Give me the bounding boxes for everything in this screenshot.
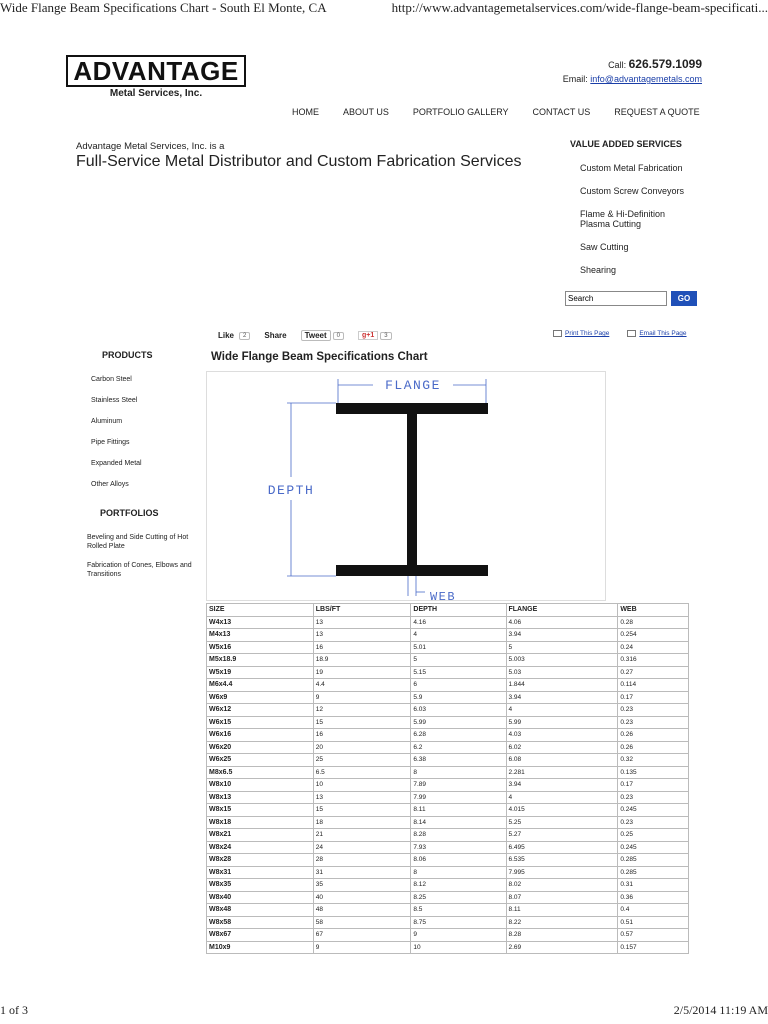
table-cell: 13 [313,791,411,804]
table-cell: 4.06 [506,616,618,629]
table-cell: 13 [313,629,411,642]
print-header-title: Wide Flange Beam Specifications Chart - South El Monte, CA [0,0,327,15]
beam-diagram [206,371,606,601]
table-body [207,616,689,954]
table-cell: 8.07 [506,891,618,904]
table-cell: W8x15 [207,804,314,817]
product-link[interactable]: Pipe Fittings [91,439,130,446]
col-size: SIZE [207,604,314,617]
portfolios-sidebar [87,508,203,589]
table-cell: 8.28 [411,829,506,842]
table-cell: 8.12 [411,879,506,892]
table-cell: W4x13 [207,616,314,629]
table-cell: 5.27 [506,829,618,842]
search-form [565,291,697,306]
contact-block [563,57,702,84]
table-cell: 0.23 [618,816,689,829]
product-link[interactable]: Carbon Steel [91,376,132,383]
table-cell: 0.17 [618,779,689,792]
table-row [207,941,689,954]
table-cell: W6x16 [207,729,314,742]
main-nav [292,107,724,117]
table-cell: 4.03 [506,729,618,742]
table-row [207,916,689,929]
table-cell: W6x25 [207,754,314,767]
table-cell: 8.14 [411,816,506,829]
table-cell: W8x24 [207,841,314,854]
table-cell: 3.94 [506,691,618,704]
table-row [207,891,689,904]
product-link[interactable]: Stainless Steel [91,397,138,404]
table-cell: 0.23 [618,791,689,804]
table-cell: 8.06 [411,854,506,867]
table-cell: 31 [313,866,411,879]
table-cell: 0.316 [618,654,689,667]
table-cell: 6.5 [313,766,411,779]
table-cell: 0.36 [618,891,689,904]
service-link[interactable]: Flame & Hi-Definition Plasma Cutting [580,208,666,230]
table-cell: 5.99 [506,716,618,729]
print-page-link[interactable]: Print This Page [565,330,610,337]
products-sidebar [91,350,153,502]
email-link[interactable]: info@advantagemetals.com [590,74,702,84]
table-cell: W8x10 [207,779,314,792]
table-cell: 10 [411,941,506,954]
printer-icon [553,330,562,337]
nav-contact-us[interactable]: CONTACT US [532,107,591,117]
table-cell: 15 [313,804,411,817]
intro-headline: Full-Service Metal Distributor and Custom Fabrication Services [76,153,522,170]
table-row [207,779,689,792]
table-cell: 4 [506,704,618,717]
print-header [0,0,768,16]
table-cell: 1.844 [506,679,618,692]
search-go-button[interactable]: GO [671,291,697,306]
table-header-row [207,604,689,617]
table-cell: W8x28 [207,854,314,867]
col-flange: FLANGE [506,604,618,617]
table-row [207,829,689,842]
table-cell: 8.02 [506,879,618,892]
print-datetime: 2/5/2014 11:19 AM [673,1003,768,1017]
table-cell: 0.31 [618,879,689,892]
table-cell: 5.01 [411,641,506,654]
service-link[interactable]: Shearing [580,264,617,275]
table-cell: 0.57 [618,929,689,942]
social-bar [218,330,406,341]
top-flange-shape [336,403,488,414]
table-cell: 3.94 [506,629,618,642]
table-cell: 0.24 [618,641,689,654]
table-cell: 7.99 [411,791,506,804]
table-cell: 10 [313,779,411,792]
table-cell: 67 [313,929,411,942]
table-row [207,929,689,942]
web-label: WEB [429,590,457,600]
table-cell: 5.9 [411,691,506,704]
flange-label: FLANGE [385,378,441,393]
table-cell: 9 [313,941,411,954]
intro-tagline: Advantage Metal Services, Inc. is a [76,141,225,152]
table-cell: 4.4 [313,679,411,692]
table-cell: 2.281 [506,766,618,779]
table-cell: 18 [313,816,411,829]
table-cell: 0.27 [618,666,689,679]
table-cell: 18.9 [313,654,411,667]
table-row [207,654,689,667]
table-cell: 0.26 [618,729,689,742]
intro [76,141,521,171]
bottom-flange-shape [336,565,488,576]
like-count: 2 [239,332,250,340]
table-cell: 9 [411,929,506,942]
print-header-url: http://www.advantagemetalservices.com/wide-flange-beam-specificati... [391,0,768,15]
gplus-button[interactable]: g+1 [358,331,378,340]
table-cell: 8.5 [411,904,506,917]
table-cell: 0.4 [618,904,689,917]
table-cell: 0.245 [618,841,689,854]
table-cell: W8x58 [207,916,314,929]
logo-subtitle: Metal Services, Inc. [109,88,203,99]
table-cell: 0.285 [618,866,689,879]
portfolios-heading: PORTFOLIOS [100,508,159,518]
table-cell: W5x19 [207,666,314,679]
table-cell: 9 [313,691,411,704]
table-cell: W8x21 [207,829,314,842]
email-label: Email: [562,74,588,84]
table-cell: 16 [313,641,411,654]
spec-table [206,603,689,954]
table-cell: 0.23 [618,716,689,729]
table-cell: W6x20 [207,741,314,754]
nav-portfolio-gallery[interactable]: PORTFOLIO GALLERY [412,107,509,117]
table-cell: 0.114 [618,679,689,692]
page-title: Wide Flange Beam Specifications Chart [211,351,428,363]
table-cell: 0.51 [618,916,689,929]
table-row [207,716,689,729]
portfolio-link[interactable]: Beveling and Side Cutting of Hot Rolled Plate [87,534,189,551]
table-cell: 4.015 [506,804,618,817]
table-cell: W8x67 [207,929,314,942]
table-cell: 5.03 [506,666,618,679]
table-row [207,741,689,754]
phone-number: 626.579.1099 [628,57,702,71]
page-links [553,330,705,337]
table-cell: 13 [313,616,411,629]
table-cell: 3.94 [506,779,618,792]
table-cell: 6.03 [411,704,506,717]
table-cell: 15 [313,716,411,729]
company-logo[interactable] [66,55,250,101]
table-row [207,879,689,892]
table-row [207,679,689,692]
table-cell: 8 [411,866,506,879]
email-page-link[interactable]: Email This Page [639,330,687,337]
table-cell: W6x15 [207,716,314,729]
table-cell: 5 [411,654,506,667]
table-cell: W8x35 [207,879,314,892]
table-row [207,866,689,879]
table-cell: W8x18 [207,816,314,829]
table-cell: 8.11 [506,904,618,917]
table-cell: 6.2 [411,741,506,754]
service-link[interactable]: Saw Cutting [580,242,629,253]
table-cell: M6x4.4 [207,679,314,692]
i-beam-illustration [207,372,605,600]
nav-request-a-quote[interactable]: REQUEST A QUOTE [614,107,700,117]
call-label: Call: [608,60,627,70]
table-cell: 24 [313,841,411,854]
table-row [207,641,689,654]
product-link[interactable]: Aluminum [91,418,123,425]
table-cell: 0.285 [618,854,689,867]
table-cell: W8x31 [207,866,314,879]
table-cell: W8x13 [207,791,314,804]
table-cell: 8.22 [506,916,618,929]
table-cell: 8.25 [411,891,506,904]
table-cell: 8.11 [411,804,506,817]
table-cell: 6.495 [506,841,618,854]
table-cell: 2.69 [506,941,618,954]
table-cell: 7.89 [411,779,506,792]
logo-wordmark: ADVANTAGE [66,55,246,87]
col-depth: DEPTH [411,604,506,617]
service-link[interactable]: Custom Metal Fabrication [580,163,683,173]
products-heading: PRODUCTS [102,350,153,360]
envelope-icon [627,330,636,337]
table-cell: 5.99 [411,716,506,729]
table-cell: 8 [411,766,506,779]
value-added-heading: VALUE ADDED SERVICES [570,139,682,149]
table-row [207,754,689,767]
product-link[interactable]: Other Alloys [91,481,129,488]
table-cell: 0.28 [618,616,689,629]
table-cell: 58 [313,916,411,929]
table-cell: 6 [411,679,506,692]
table-cell: W5x16 [207,641,314,654]
table-cell: 0.245 [618,804,689,817]
table-cell: 6.02 [506,741,618,754]
table-row [207,704,689,717]
table-cell: M5x18.9 [207,654,314,667]
table-cell: 6.08 [506,754,618,767]
table-cell: 20 [313,741,411,754]
table-cell: M8x6.5 [207,766,314,779]
portfolio-link[interactable]: Fabrication of Cones, Elbows and Transitions [87,562,192,579]
table-cell: 5.15 [411,666,506,679]
table-cell: 4.16 [411,616,506,629]
table-row [207,666,689,679]
table-cell: 5.003 [506,654,618,667]
table-cell: 7.995 [506,866,618,879]
table-row [207,816,689,829]
table-cell: W6x12 [207,704,314,717]
table-cell: 6.38 [411,754,506,767]
page-count: 1 of 3 [0,1003,28,1017]
table-cell: M4x13 [207,629,314,642]
table-cell: W8x48 [207,904,314,917]
table-row [207,904,689,917]
table-row [207,841,689,854]
table-cell: 21 [313,829,411,842]
web-shape [407,414,417,565]
table-cell: 48 [313,904,411,917]
table-row [207,629,689,642]
table-cell: 0.26 [618,741,689,754]
table-cell: W6x9 [207,691,314,704]
table-cell: 5.25 [506,816,618,829]
table-cell: 16 [313,729,411,742]
table-row [207,804,689,817]
share-button[interactable]: Share [264,331,287,340]
value-added-services [570,139,690,288]
table-cell: 0.17 [618,691,689,704]
nav-about-us[interactable]: ABOUT US [343,107,389,117]
nav-home[interactable]: HOME [292,107,319,117]
table-cell: 4 [411,629,506,642]
depth-label: DEPTH [267,483,315,498]
table-cell: 12 [313,704,411,717]
table-cell: 0.32 [618,754,689,767]
col-lbs-ft: LBS/FT [313,604,411,617]
table-row [207,616,689,629]
service-link[interactable]: Custom Screw Conveyors [580,185,685,196]
tweet-button[interactable]: Tweet [301,330,331,341]
table-cell: M10x9 [207,941,314,954]
product-link[interactable]: Expanded Metal [91,460,142,467]
table-cell: 0.254 [618,629,689,642]
table-cell: 0.157 [618,941,689,954]
col-web: WEB [618,604,689,617]
table-cell: 35 [313,879,411,892]
table-cell: 0.23 [618,704,689,717]
table-cell: 0.135 [618,766,689,779]
table-cell: 8.28 [506,929,618,942]
search-input[interactable] [565,291,667,306]
table-cell: 25 [313,754,411,767]
table-cell: 19 [313,666,411,679]
gplus-count: 3 [380,332,391,340]
table-cell: 8.75 [411,916,506,929]
table-cell: 40 [313,891,411,904]
table-cell: 7.93 [411,841,506,854]
table-cell: 5 [506,641,618,654]
table-row [207,854,689,867]
table-cell: 6.28 [411,729,506,742]
table-cell: 6.535 [506,854,618,867]
table-row [207,691,689,704]
table-row [207,791,689,804]
tweet-count: 0 [333,332,344,340]
like-button[interactable]: Like [218,331,235,340]
table-row [207,766,689,779]
table-row [207,729,689,742]
table-cell: W8x40 [207,891,314,904]
table-cell: 4 [506,791,618,804]
table-cell: 0.25 [618,829,689,842]
table-cell: 28 [313,854,411,867]
